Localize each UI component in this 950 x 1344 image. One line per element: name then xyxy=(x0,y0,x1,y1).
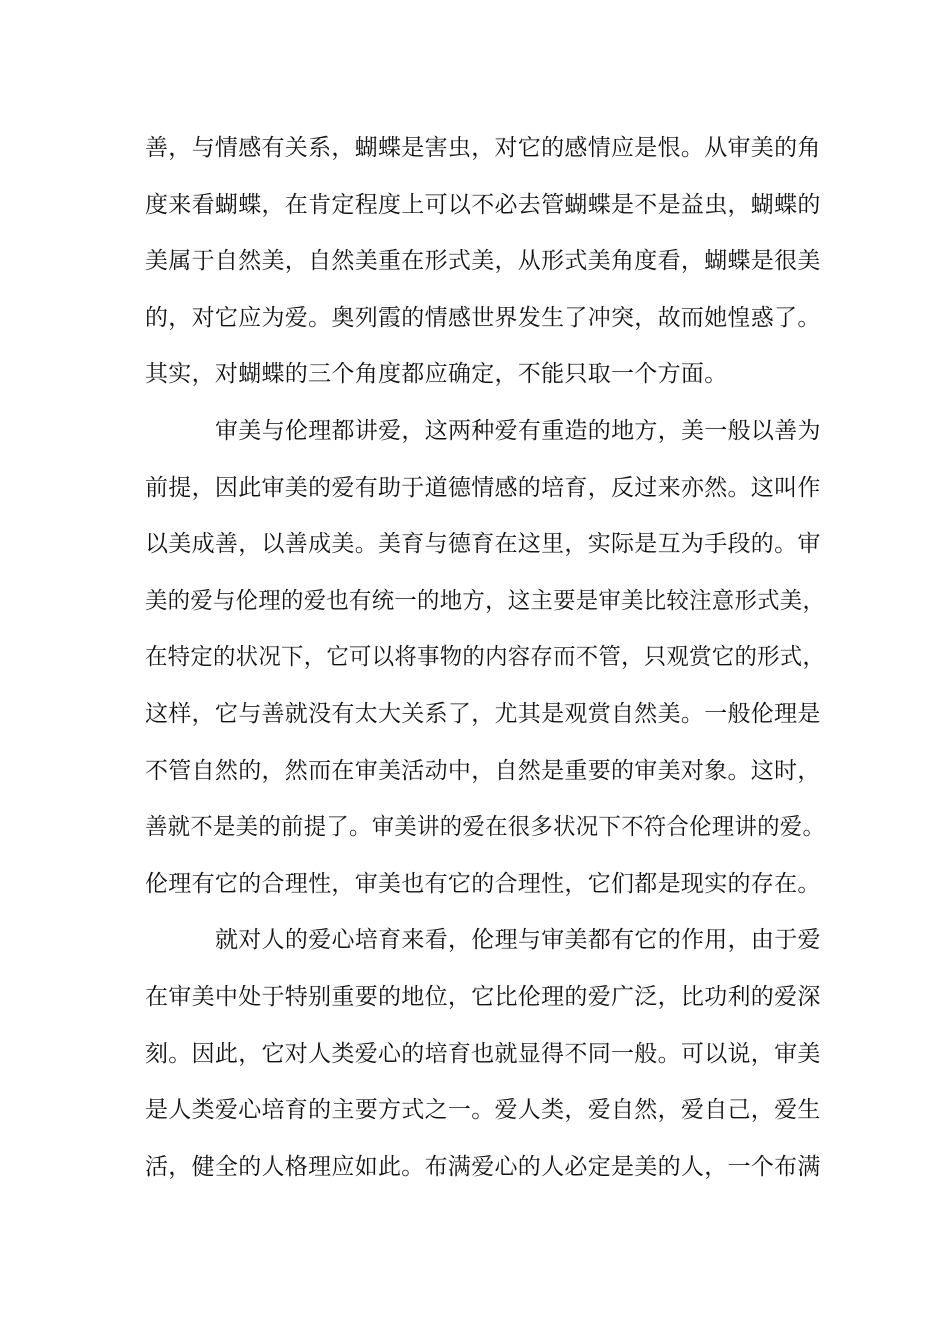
text-line: 的，对它应为爱。奥列霞的情感世界发生了冲突，故而她惶惑了。 xyxy=(145,304,821,331)
text-line: 是人类爱心培育的主要方式之一。爱人类，爱自然，爱自己，爱生 xyxy=(145,1097,821,1124)
text-line: 在特定的状况下，它可以将事物的内容存而不管，只观赏它的形式， xyxy=(145,644,826,671)
text-line: 美属于自然美，自然美重在形式美，从形式美角度看，蝴蝶是很美 xyxy=(145,248,821,275)
text-line: 活，健全的人格理应如此。布满爱心的人必定是美的人，一个布满 xyxy=(145,1153,821,1180)
text-line: 善，与情感有关系，蝴蝶是害虫，对它的感情应是恨。从审美的角 xyxy=(145,135,821,161)
text-line: 其实，对蝴蝶的三个角度都应确定，不能只取一个方面。 xyxy=(145,361,728,388)
text-line: 度来看蝴蝶，在肯定程度上可以不必去管蝴蝶是不是益虫，蝴蝶的 xyxy=(145,191,821,218)
text-line: 不管自然的，然而在审美活动中，自然是重要的审美对象。这时， xyxy=(145,757,821,784)
text-line: 就对人的爱心培育来看，伦理与审美都有它的作用，由于爱 xyxy=(215,927,821,954)
text-line: 审美与伦理都讲爱，这两种爱有重造的地方，美一般以善为 xyxy=(215,417,821,444)
body-text xyxy=(145,128,825,1203)
text-line: 以美成善，以善成美。美育与德育在这里，实际是互为手段的。审 xyxy=(145,531,821,558)
text-line: 美的爱与伦理的爱也有统一的地方，这主要是审美比较注意形式美， xyxy=(145,587,826,614)
text-line: 在审美中处于特别重要的地位，它比伦理的爱广泛，比功利的爱深 xyxy=(145,983,821,1010)
text-line: 刻。因此，它对人类爱心的培育也就显得不同一般。可以说，审美 xyxy=(145,1040,821,1067)
text-line: 前提，因此审美的爱有助于道德情感的培育，反过来亦然。这叫作 xyxy=(145,474,821,501)
text-line: 伦理有它的合理性，审美也有它的合理性，它们都是现实的存在。 xyxy=(145,870,821,897)
text-line: 善就不是美的前提了。审美讲的爱在很多状况下不符合伦理讲的爱。 xyxy=(145,814,826,841)
text-line: 这样，它与善就没有太大关系了，尤其是观赏自然美。一般伦理是 xyxy=(145,700,821,727)
